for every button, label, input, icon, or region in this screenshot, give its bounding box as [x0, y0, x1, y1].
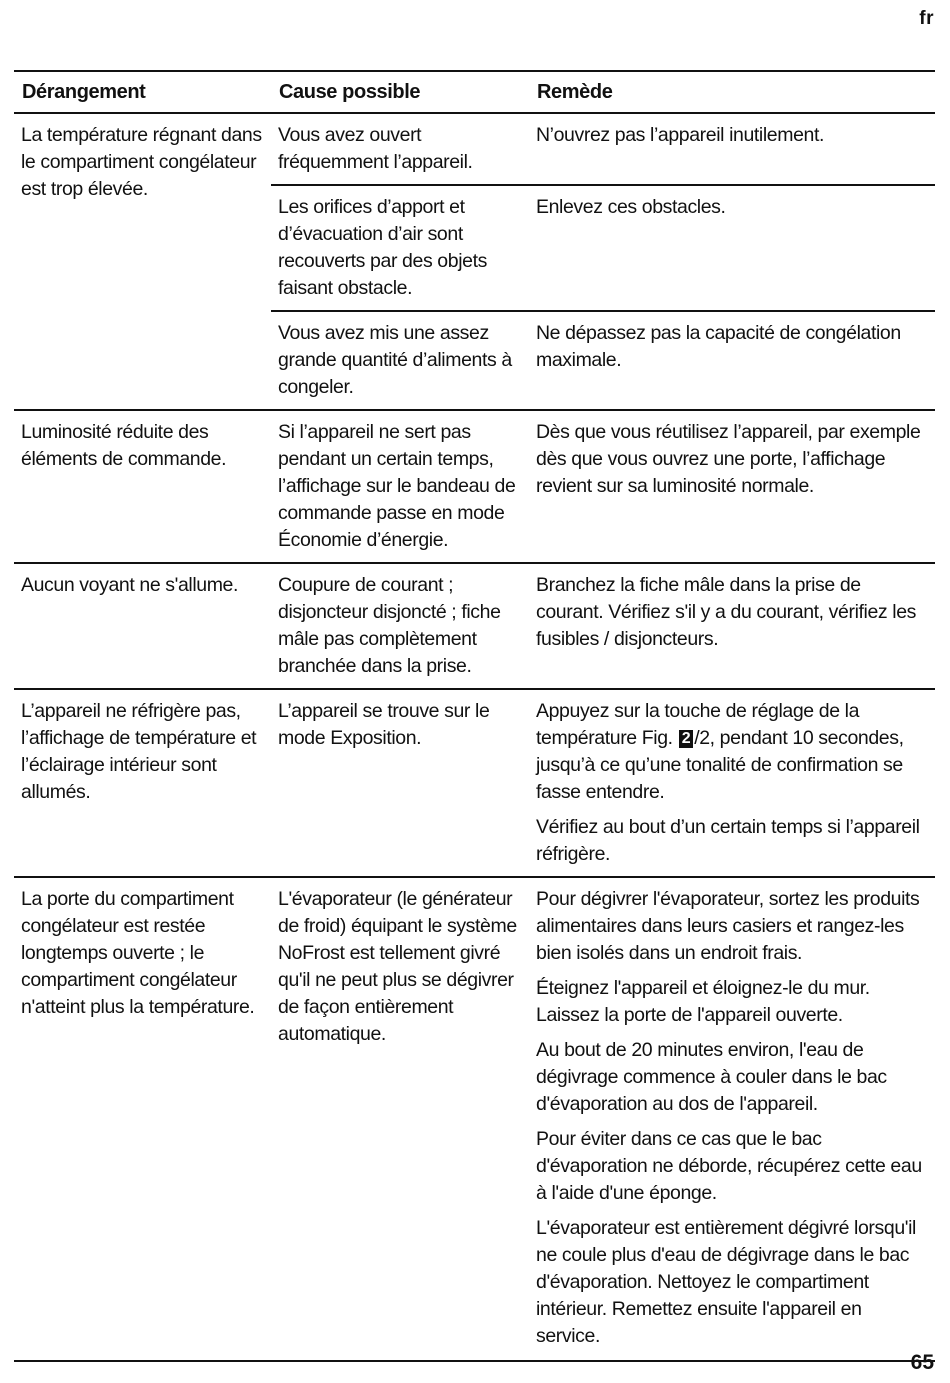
header-cause: Cause possible [271, 71, 529, 113]
page-number: 65 [910, 1351, 934, 1374]
cause-cell: Les orifices d’apport et d’évacuation d’air sont recouverts par des objets faisant obstacle. [271, 185, 529, 311]
cause-cell: Vous avez mis une assez grande quantité d’aliments à congeler. [271, 311, 529, 410]
table-row [14, 563, 935, 689]
figure-badge: 2 [679, 730, 694, 748]
language-code: fr [919, 8, 934, 29]
remedy-paragraph-fig [536, 698, 927, 806]
problem-cell: L’appareil ne réfrigère pas, l’affichage de température et l’éclairage intérieur sont allumés. [14, 689, 271, 877]
remedy-paragraph: Pour éviter dans ce cas que le bac d'évaporation ne déborde, récupérez cette eau à l'aide d'une éponge. [536, 1128, 922, 1204]
troubleshooting-table [14, 70, 935, 1362]
remedy-cell [529, 113, 935, 185]
remedy-cell [529, 877, 935, 1361]
remedy-paragraph: Dès que vous réutilisez l’appareil, par exemple dès que vous ouvrez une porte, l’affichage revient sur sa luminosité normale. [536, 421, 921, 497]
remedy-paragraph: Vérifiez au bout d’un certain temps si l’appareil réfrigère. [536, 816, 920, 865]
cause-cell: Si l’appareil ne sert pas pendant un certain temps, l’affichage sur le bandeau de commande passe en mode Économie d’énergie. [271, 410, 529, 563]
problem-cell: La porte du compartiment congélateur est restée longtemps ouverte ; le compartiment congélateur n'atteint plus la température. [14, 877, 271, 1361]
cause-cell: Coupure de courant ; disjoncteur disjoncté ; fiche mâle pas complètement branchée dans la prise. [271, 563, 529, 689]
header-problem: Dérangement [14, 71, 271, 113]
table-row [14, 689, 935, 877]
remedy-paragraph: Pour dégivrer l'évaporateur, sortez les produits alimentaires dans leurs casiers et rangez-les bien isolés dans un endroit frais. [536, 888, 920, 964]
remedy-paragraph: Éteignez l'appareil et éloignez-le du mur. Laissez la porte de l'appareil ouverte. [536, 977, 870, 1026]
remedy-text-after-fig: /2, pendant 10 secondes, jusqu’à ce qu’une tonalité de confirmation se fasse entendre. [536, 727, 904, 803]
table-row [14, 113, 935, 185]
remedy-cell [529, 563, 935, 689]
remedy-paragraph: Branchez la fiche mâle dans la prise de courant. Vérifiez s'il y a du courant, vérifiez les fusibles / disjoncteurs. [536, 574, 916, 650]
remedy-paragraph: Au bout de 20 minutes environ, l'eau de dégivrage commence à couler dans le bac d'évaporation au dos de l'appareil. [536, 1039, 887, 1115]
remedy-paragraph: L'évaporateur est entièrement dégivré lorsqu'il ne coule plus d'eau de dégivrage dans le bac d'évaporation. Nettoyez le compartiment intérieur. Remettez ensuite l'appareil en service. [536, 1217, 916, 1347]
problem-cell: Luminosité réduite des éléments de commande. [14, 410, 271, 563]
table-row [14, 410, 935, 563]
remedy-cell [529, 410, 935, 563]
table-header-row [14, 71, 935, 113]
remedy-cell [529, 185, 935, 311]
problem-cell: Aucun voyant ne s'allume. [14, 563, 271, 689]
remedy-paragraph: Ne dépassez pas la capacité de congélation maximale. [536, 322, 901, 371]
cause-cell: Vous avez ouvert fréquemment l’appareil. [271, 113, 529, 185]
cause-cell: L'évaporateur (le générateur de froid) équipant le système NoFrost est tellement givré qu'il ne peut plus se dégivrer de façon entièrement automatique. [271, 877, 529, 1361]
remedy-cell [529, 689, 935, 877]
remedy-paragraph: Enlevez ces obstacles. [536, 196, 726, 218]
remedy-text-before-fig: Appuyez sur la touche de réglage de la température Fig. [536, 700, 860, 749]
remedy-cell [529, 311, 935, 410]
header-remedy: Remède [529, 71, 935, 113]
table-row [14, 877, 935, 1361]
problem-cell: La température régnant dans le compartiment congélateur est trop élevée. [14, 113, 271, 410]
remedy-paragraph: N’ouvrez pas l’appareil inutilement. [536, 124, 825, 146]
cause-cell: L’appareil se trouve sur le mode Exposition. [271, 689, 529, 877]
